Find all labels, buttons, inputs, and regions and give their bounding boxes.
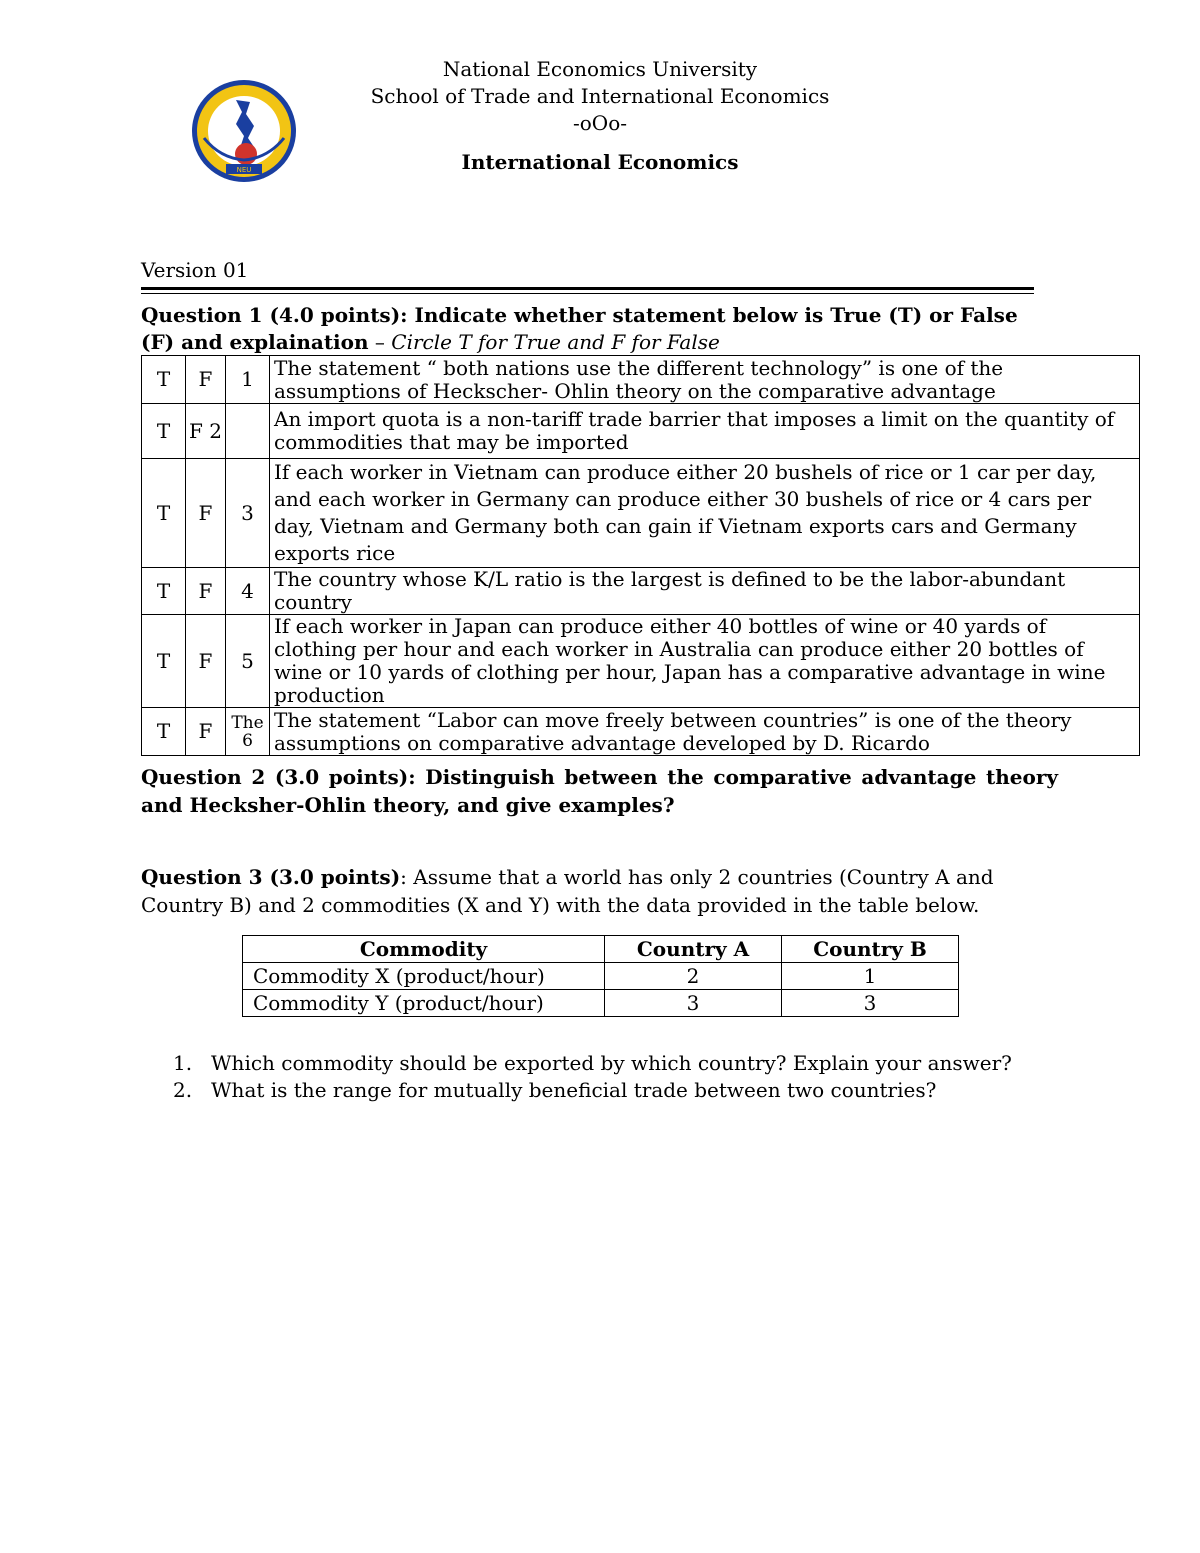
- statement-number: 4: [226, 568, 270, 615]
- statement-text: The statement “ both nations use the different technology” is one of the assumptions of Heckscher- Ohlin theory on the comparative advantage: [270, 356, 1140, 404]
- false-option[interactable]: F: [186, 568, 226, 615]
- false-option[interactable]: F 2: [186, 404, 226, 459]
- table-row: [243, 990, 959, 1017]
- statement-number: [226, 404, 270, 459]
- divider-thin: [141, 293, 1034, 294]
- version-label: Version 01: [141, 258, 249, 282]
- tf-row-2: [142, 404, 1140, 459]
- question-1-title: [141, 302, 1021, 356]
- statement-number: 3: [226, 459, 270, 568]
- question-2: Question 2 (3.0 points): Distinguish between the comparative advantage theory and Hecksher-Ohlin theory, and give examples?: [141, 765, 1058, 817]
- true-option[interactable]: T: [142, 568, 186, 615]
- tf-row-5: [142, 615, 1140, 708]
- tf-row-6: [142, 708, 1140, 756]
- tf-row-1: [142, 356, 1140, 404]
- school-name: School of Trade and International Economics: [370, 84, 830, 108]
- commodity-cell: Commodity X (product/hour): [243, 963, 605, 990]
- column-header: Country A: [605, 936, 782, 963]
- country-b-cell: 1: [782, 963, 959, 990]
- table-row: [243, 963, 959, 990]
- document-header: [0, 56, 1200, 176]
- statement-text: If each worker in Japan can produce either 40 bottles of wine or 40 yards of clothing per hour and each worker in Australia can produce either 20 bottles of wine or 10 yards of clothing per hour, Japan has a comparative advantage in wine production: [270, 615, 1140, 708]
- item-number: 2.: [173, 1078, 193, 1102]
- question-3-items: [173, 1050, 1012, 1104]
- divider-thick: [141, 287, 1034, 290]
- country-b-cell: 3: [782, 990, 959, 1017]
- table-header-row: [243, 936, 959, 963]
- question-1-dash: –: [368, 330, 392, 354]
- statement-text: If each worker in Vietnam can produce either 20 bushels of rice or 1 car per day, and each worker in Germany can produce either 30 bushels of rice or 4 cars per day, Vietnam and Germany both can gain if Vietnam exports cars and Germany exports rice: [270, 459, 1140, 568]
- statement-text: The country whose K/L ratio is the largest is defined to be the labor-abundant country: [270, 568, 1140, 615]
- true-option[interactable]: T: [142, 356, 186, 404]
- false-option[interactable]: F: [186, 459, 226, 568]
- column-header: Commodity: [243, 936, 605, 963]
- list-item: [173, 1077, 1012, 1104]
- statement-text: An import quota is a non-tariff trade barrier that imposes a limit on the quantity of commodities that may be imported: [270, 404, 1140, 459]
- true-option[interactable]: T: [142, 708, 186, 756]
- question-1-label: Question 1 (4.0 points): Indicate whether statement below is True (T) or False (F) and explaination: [141, 303, 1018, 354]
- country-a-cell: 3: [605, 990, 782, 1017]
- question-3-label-end: ): [390, 865, 401, 889]
- question-1-instruction: Circle T for True and F for False: [391, 330, 720, 354]
- question-3-text: : Assume that a world has only 2 countries (Country A and Country B) and 2 commodities (X and Y) with the data provided in the table below.: [141, 865, 994, 917]
- university-name: National Economics University: [442, 57, 758, 81]
- question-3: [141, 863, 1051, 919]
- false-option[interactable]: F: [186, 615, 226, 708]
- false-option[interactable]: F: [186, 708, 226, 756]
- false-option[interactable]: F: [186, 356, 226, 404]
- true-option[interactable]: T: [142, 459, 186, 568]
- ornament: -oOo-: [573, 111, 627, 135]
- commodity-cell: Commodity Y (product/hour): [243, 990, 605, 1017]
- true-option[interactable]: T: [142, 615, 186, 708]
- country-a-cell: 2: [605, 963, 782, 990]
- column-header: Country B: [782, 936, 959, 963]
- logo-banner-text: NEU: [236, 166, 252, 174]
- item-text: What is the range for mutually beneficial trade between two countries?: [211, 1078, 937, 1102]
- item-text: Which commodity should be exported by which country? Explain your answer?: [211, 1051, 1012, 1075]
- item-number: 1.: [173, 1051, 193, 1075]
- tf-row-4: [142, 568, 1140, 615]
- list-item: [173, 1050, 1012, 1077]
- true-false-table: [141, 355, 1140, 756]
- course-title: International Economics: [461, 150, 739, 174]
- true-option[interactable]: T: [142, 404, 186, 459]
- tf-row-3: [142, 459, 1140, 568]
- question-3-label: Question 3 (3.0 points: [141, 865, 391, 889]
- statement-text: The statement “Labor can move freely between countries” is one of the theory assumptions on comparative advantage developed by D. Ricardo: [270, 708, 1140, 756]
- statement-number: 1: [226, 356, 270, 404]
- statement-number: The 6: [226, 708, 270, 756]
- statement-number: 5: [226, 615, 270, 708]
- commodity-table: [242, 935, 959, 1017]
